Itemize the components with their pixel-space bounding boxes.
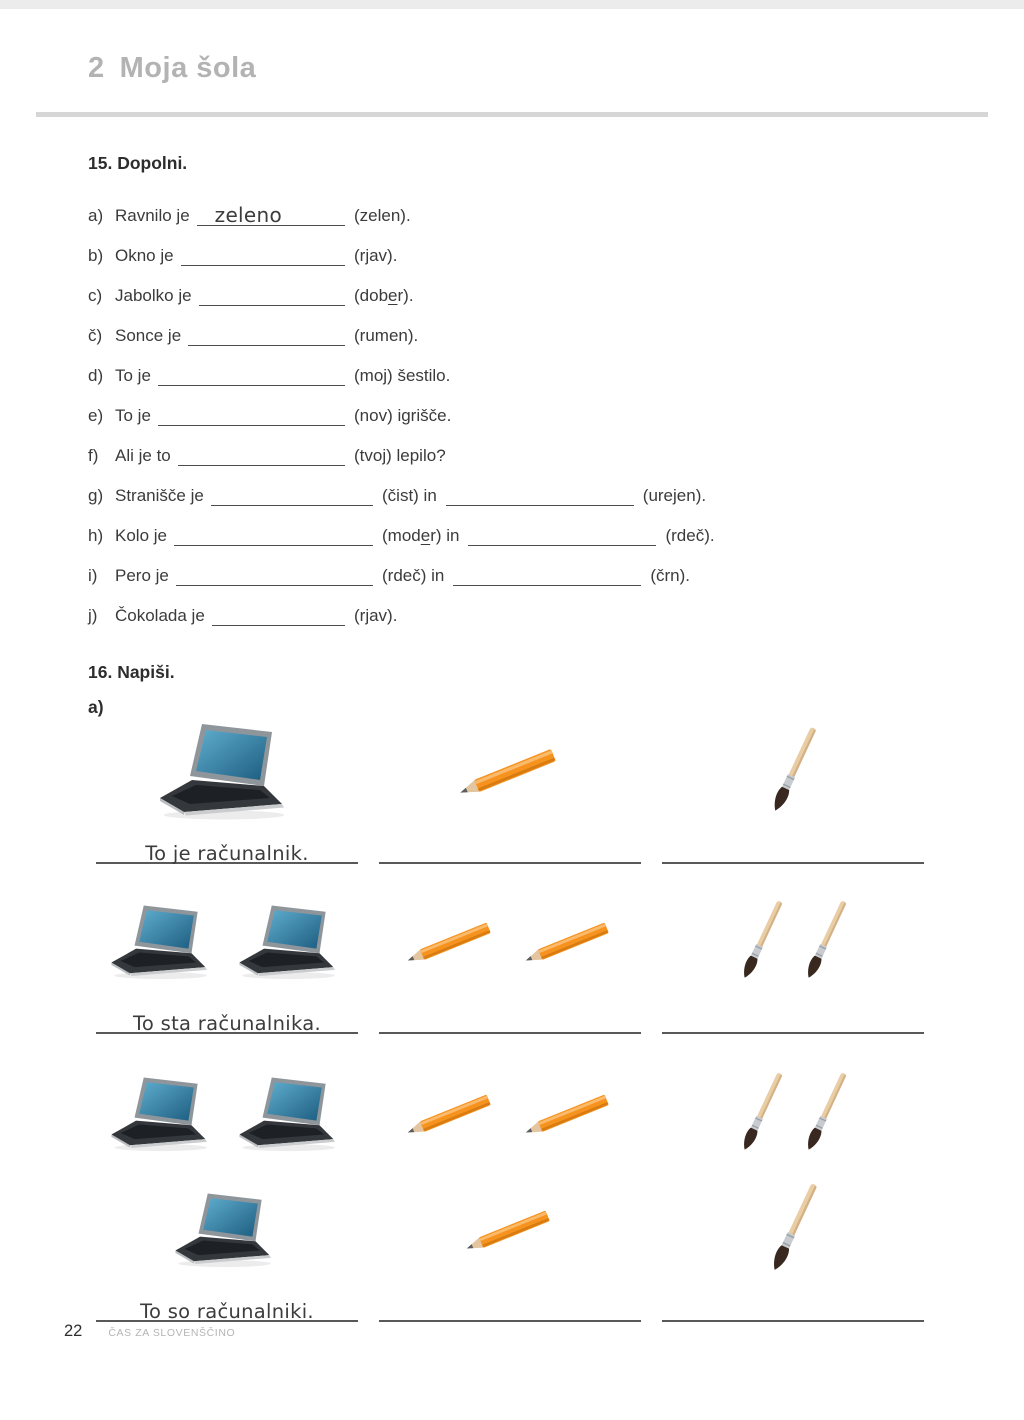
pencil-icon xyxy=(516,913,622,972)
cell-brush-2 xyxy=(662,892,924,1034)
answer-blank[interactable] xyxy=(158,409,345,426)
item-letter: g) xyxy=(88,486,104,505)
paintbrush-icon xyxy=(735,894,787,991)
artwork xyxy=(662,892,924,992)
item-tail-text: (moj) šestilo. xyxy=(354,366,451,385)
pencil-icon xyxy=(457,1201,563,1260)
item-letter: i) xyxy=(88,566,98,585)
chapter-number: 2 xyxy=(88,52,105,84)
item-tail-text: (rumen). xyxy=(354,326,419,345)
chapter-title: Moja šola xyxy=(119,52,257,84)
item-tail-text: (nov) igrišče. xyxy=(354,406,452,425)
item-lead-text: To je xyxy=(115,366,151,385)
item-tail-text: (zelen). xyxy=(354,206,411,225)
artwork xyxy=(379,722,641,822)
item-lead-text: Stranišče je xyxy=(115,486,204,505)
exercise15-item-e xyxy=(88,386,1024,426)
laptop-icon xyxy=(152,722,302,822)
paintbrush-icon xyxy=(735,1066,787,1163)
answer-blank[interactable] xyxy=(174,529,373,546)
answer-line[interactable] xyxy=(96,1006,358,1034)
page-footer xyxy=(64,1322,235,1341)
cell-pencil-3 xyxy=(379,1064,641,1322)
item-lead-text: Okno je xyxy=(115,246,174,265)
item-lead-text: Pero je xyxy=(115,566,169,585)
item-tail-text: (rjav). xyxy=(354,606,398,625)
item-tail-text: (črn). xyxy=(650,566,691,585)
answer-blank[interactable] xyxy=(188,329,345,346)
exercise15-item-j xyxy=(88,586,1024,626)
exercise15-list xyxy=(88,186,1024,626)
handwritten-answer: To sta računalnika. xyxy=(132,1012,322,1035)
exercise15-item-f xyxy=(88,426,1024,466)
item-lead-text: Ravnilo je xyxy=(115,206,190,225)
exercise16-row-1 xyxy=(96,722,1024,864)
item-lead-text: Kolo je xyxy=(115,526,167,545)
answer-blank[interactable] xyxy=(181,249,345,266)
artwork xyxy=(96,1180,358,1280)
paintbrush-icon xyxy=(764,1176,822,1285)
item-letter: h) xyxy=(88,526,104,545)
handwritten-answer: To je računalnik. xyxy=(145,842,309,865)
answer-line[interactable] xyxy=(379,1006,641,1034)
paintbrush-icon xyxy=(799,894,851,991)
item-letter: j) xyxy=(88,606,98,625)
exercise15-item-g xyxy=(88,466,1024,506)
item-letter: f) xyxy=(88,446,99,465)
item-letter: b) xyxy=(88,246,104,265)
answer-line[interactable] xyxy=(662,1006,924,1034)
answer-line[interactable] xyxy=(96,836,358,864)
exercise15-item-d xyxy=(88,346,1024,386)
item-tail-text: (rjav). xyxy=(354,246,398,265)
chapter-heading xyxy=(88,52,1024,85)
artwork xyxy=(379,1064,641,1164)
page-number: 22 xyxy=(64,1322,83,1340)
item-letter: c) xyxy=(88,286,103,305)
laptop-icon xyxy=(105,1076,221,1153)
section-divider xyxy=(36,112,988,117)
exercise16-grid xyxy=(96,722,1024,1322)
item-tail-text: (dober). xyxy=(354,286,414,305)
laptop-icon xyxy=(169,1192,285,1269)
item-lead-text: Sonce je xyxy=(115,326,182,345)
answer-blank[interactable] xyxy=(468,529,656,546)
answer-line[interactable] xyxy=(379,1294,641,1322)
item-letter: a) xyxy=(88,206,104,225)
item-tail-text: (tvoj) lepilo? xyxy=(354,446,446,465)
answer-blank[interactable] xyxy=(158,369,345,386)
answer-blank[interactable] xyxy=(453,569,641,586)
artwork xyxy=(379,892,641,992)
item-mid-text: (čist) in xyxy=(382,486,437,505)
cell-pencil-2 xyxy=(379,892,641,1034)
answer-line[interactable] xyxy=(662,836,924,864)
item-letter: e) xyxy=(88,406,104,425)
answer-blank[interactable] xyxy=(199,289,345,306)
item-mid-text: (rdeč) in xyxy=(382,566,445,585)
item-tail-text: (urejen). xyxy=(642,486,707,505)
cell-laptop-1 xyxy=(96,722,358,864)
answer-blank[interactable] xyxy=(446,489,634,506)
exercise15-item-b xyxy=(88,226,1024,266)
paintbrush-icon xyxy=(765,720,821,825)
cell-laptop-3 xyxy=(96,1064,358,1322)
laptop-icon xyxy=(233,904,349,981)
exercise16-row-2 xyxy=(96,892,1024,1034)
artwork xyxy=(96,892,358,992)
exercise15-item-c xyxy=(88,266,1024,306)
exercise16-part-label: a) xyxy=(88,697,104,717)
cell-pencil-1 xyxy=(379,722,641,864)
answer-line[interactable] xyxy=(379,836,641,864)
handwritten-answer: To so računalniki. xyxy=(140,1300,314,1323)
answer-line[interactable] xyxy=(96,1294,358,1322)
exercise15-title: 15. Dopolni. xyxy=(88,153,188,173)
exercise15-item-a xyxy=(88,186,1024,226)
artwork xyxy=(662,1064,924,1164)
item-lead-text: Čokolada je xyxy=(115,606,205,625)
exercise16-title: 16. Napiši. xyxy=(88,662,175,682)
answer-blank[interactable] xyxy=(212,609,345,626)
artwork xyxy=(379,1180,641,1280)
paintbrush-icon xyxy=(799,1066,851,1163)
pencil-icon xyxy=(398,913,504,972)
page-edge xyxy=(0,0,1024,9)
artwork xyxy=(662,722,924,822)
answer-blank[interactable] xyxy=(176,569,373,586)
pencil-icon xyxy=(449,738,571,806)
laptop-icon xyxy=(105,904,221,981)
exercise15-item-i xyxy=(88,546,1024,586)
answer-line[interactable] xyxy=(662,1294,924,1322)
item-tail-text: (rdeč). xyxy=(665,526,715,545)
exercise16-row-3 xyxy=(96,1064,1024,1322)
artwork xyxy=(96,722,358,822)
item-lead-text: Jabolko je xyxy=(115,286,192,305)
item-lead-text: To je xyxy=(115,406,151,425)
item-letter: č) xyxy=(88,326,103,345)
item-mid-text: (moder) in xyxy=(382,526,460,545)
cell-brush-3 xyxy=(662,1064,924,1322)
cell-laptop-2 xyxy=(96,892,358,1034)
answer-blank[interactable] xyxy=(211,489,373,506)
handwritten-answer: zeleno xyxy=(214,203,283,227)
pencil-icon xyxy=(398,1085,504,1144)
answer-blank[interactable] xyxy=(178,449,345,466)
exercise15-item-h xyxy=(88,506,1024,546)
cell-brush-1 xyxy=(662,722,924,864)
laptop-icon xyxy=(233,1076,349,1153)
answer-blank[interactable] xyxy=(197,203,345,227)
exercise15-item-č xyxy=(88,306,1024,346)
pencil-icon xyxy=(516,1085,622,1144)
artwork xyxy=(96,1064,358,1164)
book-title: ČAS ZA SLOVENŠČINO xyxy=(108,1327,236,1339)
item-letter: d) xyxy=(88,366,104,385)
item-lead-text: Ali je to xyxy=(115,446,171,465)
artwork xyxy=(662,1180,924,1280)
